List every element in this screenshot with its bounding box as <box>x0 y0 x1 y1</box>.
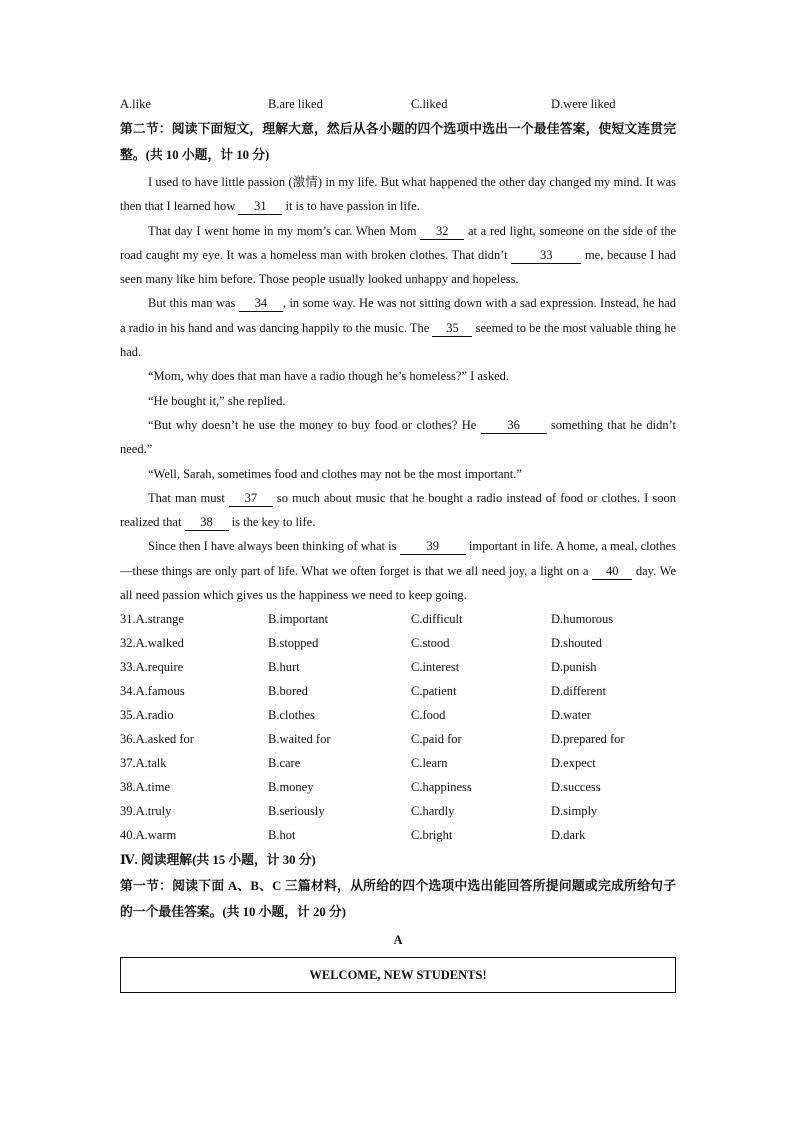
option-b: B.bored <box>268 684 308 699</box>
option-d: D.water <box>551 708 591 723</box>
option-a: A.like <box>120 97 151 111</box>
paragraph-6: “But why doesn’t he use the money to buy food or clothes? He 36 something that he didn’t need.” <box>120 417 677 457</box>
option-d: D.expect <box>551 756 596 771</box>
option-d: D.success <box>551 780 601 795</box>
option-d: D.shouted <box>551 636 603 651</box>
option-d: D.prepared for <box>551 732 625 747</box>
option-b: B.money <box>268 780 314 795</box>
option-d: D.punish <box>551 660 597 675</box>
question-35-options <box>120 703 676 727</box>
option-c: C.liked <box>411 97 448 111</box>
option-d: D.simply <box>551 804 598 819</box>
option-b: B.waited for <box>268 732 331 747</box>
welcome-box: WELCOME, NEW STUDENTS! <box>120 957 676 993</box>
option-c: C.patient <box>411 684 457 699</box>
option-d: D.different <box>551 684 606 699</box>
question-30-options <box>120 92 676 116</box>
question-31-options <box>120 607 676 631</box>
paragraph-1: I used to have little passion (激情) in my life. But what happened the other day changed my mind. It was then that I learned how 31 it is to have passion in life. <box>120 175 676 214</box>
paragraph-7: “Well, Sarah, sometimes food and clothes may not be the most important.” <box>148 466 522 481</box>
blank-38: 38 <box>185 515 229 531</box>
section-2-heading: 第二节：阅读下面短文，理解大意，然后从各小题的四个选项中选出一个最佳答案，使短文连贯完整。(共 10 小题，计 10 分) <box>120 122 676 162</box>
option-a: 32.A.walked <box>120 636 184 651</box>
option-a: 35.A.radio <box>120 708 174 723</box>
question-37-options <box>120 751 676 775</box>
option-b: B.seriously <box>268 804 325 819</box>
option-d: D.were liked <box>551 97 616 111</box>
blank-31: 31 <box>238 199 282 215</box>
option-c: C.food <box>411 708 446 723</box>
option-a: 31.A.strange <box>120 612 184 627</box>
question-36-options <box>120 727 676 751</box>
option-b: B.stopped <box>268 636 319 651</box>
option-b: B.hurt <box>268 660 300 675</box>
option-a: 37.A.talk <box>120 756 167 771</box>
paragraph-5: “He bought it,” she replied. <box>148 393 286 408</box>
option-b: B.clothes <box>268 708 315 723</box>
blank-39: 39 <box>400 539 466 555</box>
option-c: C.hardly <box>411 804 455 819</box>
option-c: C.bright <box>411 828 453 843</box>
exam-page <box>120 92 676 993</box>
question-32-options <box>120 631 676 655</box>
option-c: C.paid for <box>411 732 462 747</box>
blank-33: 33 <box>511 248 581 264</box>
option-c: C.interest <box>411 660 460 675</box>
option-c: C.happiness <box>411 780 472 795</box>
option-b: B.hot <box>268 828 296 843</box>
paragraph-8: That man must 37 so much about music that he bought a radio instead of food or clothes. I soon realized that 38 is the key to life. <box>120 490 677 530</box>
option-a: 40.A.warm <box>120 828 177 843</box>
blank-34: 34 <box>239 296 283 312</box>
paragraph-3: But this man was 34 , in some way. He was not sitting down with a sad expression. Instead, he had a radio in his hand and was dancing happily to the music. The 35 seemed to be the most valuable thing he had. <box>120 296 677 360</box>
question-39-options <box>120 799 676 823</box>
option-b: B.are liked <box>268 97 323 111</box>
passage-a-label: A <box>393 933 403 948</box>
option-a: 38.A.time <box>120 780 170 795</box>
question-34-options <box>120 679 676 703</box>
question-40-options <box>120 823 676 847</box>
option-a: 36.A.asked for <box>120 732 194 747</box>
option-a: 39.A.truly <box>120 804 172 819</box>
option-b: B.care <box>268 756 301 771</box>
option-c: C.learn <box>411 756 448 771</box>
blank-36: 36 <box>481 418 547 434</box>
question-33-options <box>120 655 676 679</box>
paragraph-4: “Mom, why does that man have a radio though he’s homeless?” I asked. <box>148 369 510 384</box>
blank-40: 40 <box>592 564 632 580</box>
option-a: 34.A.famous <box>120 684 185 699</box>
question-38-options <box>120 775 676 799</box>
paragraph-9: Since then I have always been thinking of what is 39 important in life. A home, a meal, clothes—these things are only part of life. What we often forget is that we all need joy, a light on a 40 day. We all need passion which gives us the happiness we need to keep going. <box>120 539 677 603</box>
option-d: D.dark <box>551 828 586 843</box>
options-list <box>120 607 676 847</box>
blank-32: 32 <box>420 224 464 240</box>
option-a: 33.A.require <box>120 660 184 675</box>
cloze-passage <box>120 170 676 607</box>
section-1-heading: 第一节：阅读下面 A、B、C 三篇材料，从所给的四个选项中选出能回答所提问题或完成所给句子的一个最佳答案。(共 10 小题，计 20 分) <box>120 879 676 920</box>
blank-37: 37 <box>229 491 273 507</box>
part-4-heading: Ⅳ. 阅读理解(共 15 小题，计 30 分) <box>120 853 316 868</box>
option-c: C.stood <box>411 636 450 651</box>
paragraph-2: That day I went home in my mom’s car. When Mom 32 at a red light, someone on the side of the road caught my eye. It was a homeless man with broken clothes. That didn’t 33 me, because I had seen many like him before. Those people usually looked unhappy and hopeless. <box>120 223 677 287</box>
option-c: C.difficult <box>411 612 463 627</box>
option-d: D.humorous <box>551 612 614 627</box>
option-b: B.important <box>268 612 329 627</box>
blank-35: 35 <box>432 321 472 337</box>
